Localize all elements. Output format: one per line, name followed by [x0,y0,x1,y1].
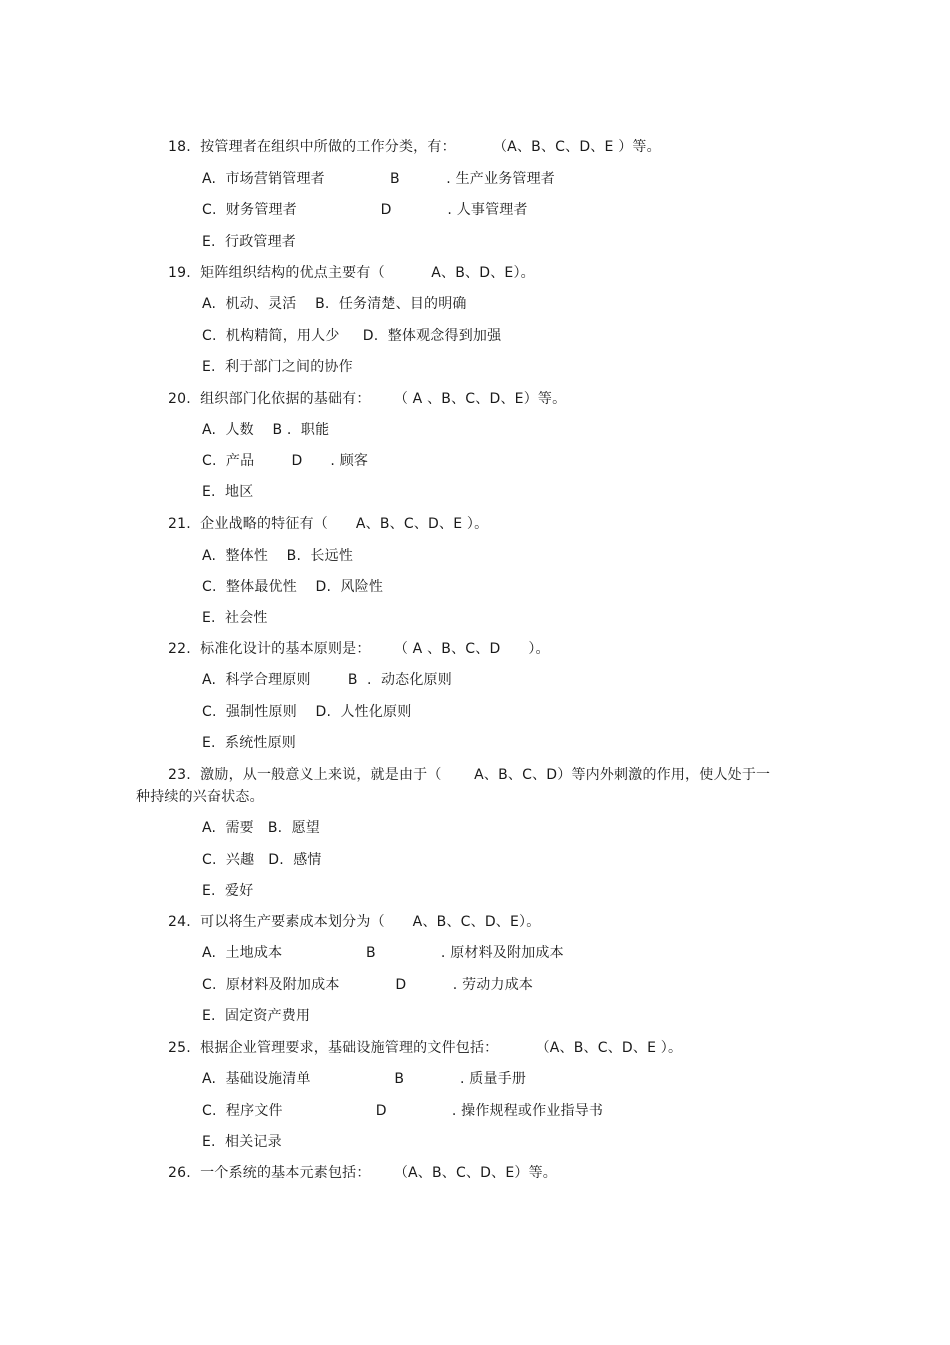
question-21-option-e: E. 社会性 [202,610,268,626]
question-18-option-ab: A. 市场营销管理者 B . 生产业务管理者 [202,171,555,187]
question-22-option-e: E. 系统性原则 [202,735,296,751]
question-18-option-e: E. 行政管理者 [202,234,296,250]
question-20-option-cd: C. 产品 D . 顾客 [202,453,369,469]
question-18-option-cd: C. 财务管理者 D . 人事管理者 [202,202,528,218]
question-22-option-ab: A. 科学合理原则 B . 动态化原则 [202,672,452,688]
question-20-option-ab: A. 人数 B . 职能 [202,422,330,438]
question-18-stem: 18. 按管理者在组织中所做的工作分类，有： （A、B、C、D、E ）等。 [168,139,661,155]
question-25-option-cd: C. 程序文件 D . 操作规程或作业指导书 [202,1103,604,1119]
question-20-stem: 20. 组织部门化依据的基础有： （ A 、B、C、D、E）等。 [168,391,567,407]
question-25-option-ab: A. 基础设施清单 B . 质量手册 [202,1071,527,1087]
question-24-option-ab: A. 土地成本 B . 原材料及附加成本 [202,945,564,961]
question-19-option-cd: C. 机构精简，用人少 D. 整体观念得到加强 [202,328,502,344]
question-23-option-cd: C. 兴趣 D. 感情 [202,852,322,868]
question-20-option-e: E. 地区 [202,484,254,500]
question-21-option-cd: C. 整体最优性 D. 风险性 [202,579,384,595]
question-23-stem-continuation: 种持续的兴奋状态。 [136,789,264,805]
question-23-stem: 23. 激励，从一般意义上来说，就是由于（ A、B、C、D）等内外刺激的作用，使人处于一 [168,767,771,783]
question-25-stem: 25. 根据企业管理要求，基础设施管理的文件包括： （A、B、C、D、E ）。 [168,1040,683,1056]
question-21-stem: 21. 企业战略的特征有（ A、B、C、D、E ）。 [168,516,489,532]
question-19-option-ab: A. 机动、灵活 B. 任务清楚、目的明确 [202,296,467,312]
question-19-stem: 19. 矩阵组织结构的优点主要有（ A、B、D、E）。 [168,265,535,281]
question-24-stem: 24. 可以将生产要素成本划分为（ A、B、C、D、E）。 [168,914,541,930]
question-26-stem: 26. 一个系统的基本元素包括： （A、B、C、D、E）等。 [168,1165,557,1181]
question-22-stem: 22. 标准化设计的基本原则是： （ A 、B、C、D ）。 [168,641,550,657]
question-23-option-ab: A. 需要 B. 愿望 [202,820,320,836]
question-19-option-e: E. 利于部门之间的协作 [202,359,353,375]
question-24-option-e: E. 固定资产费用 [202,1008,311,1024]
question-21-option-ab: A. 整体性 B. 长远性 [202,548,354,564]
question-22-option-cd: C. 强制性原则 D. 人性化原则 [202,704,412,720]
question-23-option-e: E. 爱好 [202,883,254,899]
question-24-option-cd: C. 原材料及附加成本 D . 劳动力成本 [202,977,534,993]
question-25-option-e: E. 相关记录 [202,1134,282,1150]
